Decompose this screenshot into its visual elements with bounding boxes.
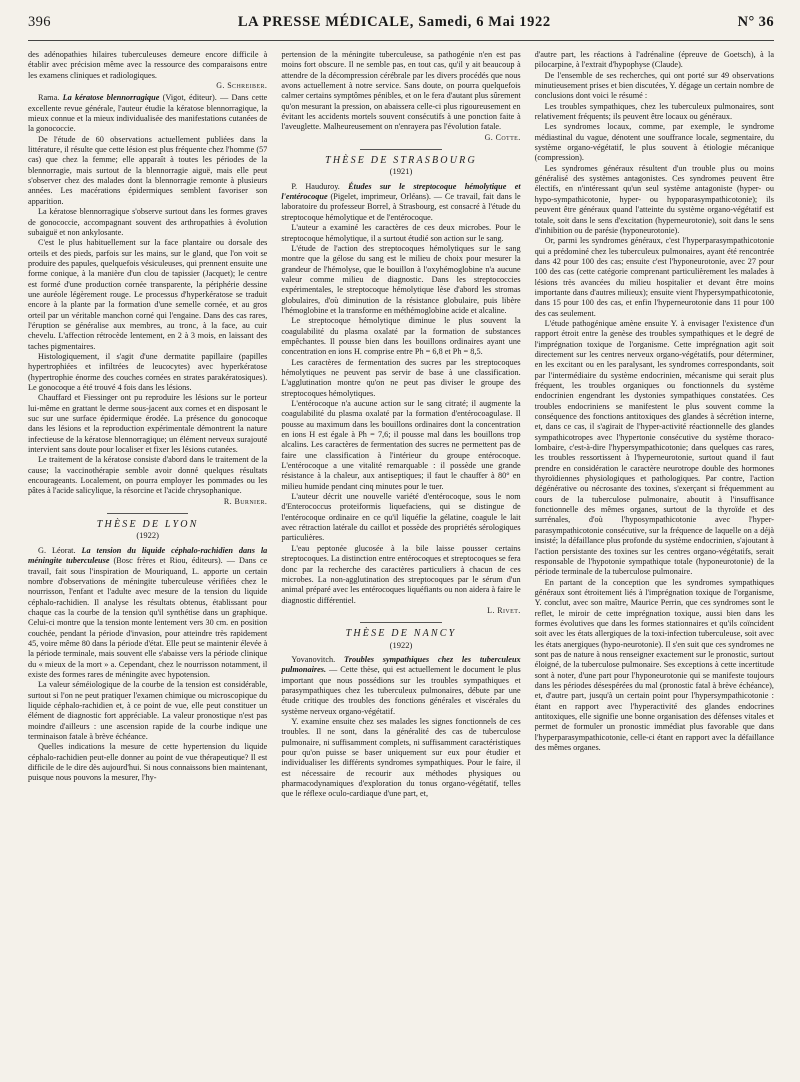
paragraph: De l'ensemble de ses recherches, qui ont porté sur 49 observations minutieusement prises et bien discutées, Y. dégage un certain nombre de conclusions dont voici le résumé : <box>534 70 774 101</box>
entry-text: (Vigot, éditeur). — Dans cette excellente revue générale, l'auteur étudie la kératose blennorragique, la mieux connue et la mieux individualisée des manifestations cutanées de la gonococcie. <box>28 93 268 134</box>
paragraph: d'autre part, les réactions à l'adrénaline (épreuve de Goetsch), à la pilocarpine, à l'extrait d'hypophyse (Claude). <box>534 50 774 70</box>
entry-text: — Cette thèse, qui est actuellement le document le plus important que nous possédions sur les troubles sympathiques et parasympathiques chez les tuberculeux pulmonaires, débute par une étude critique des troubles des fonctions générales et viscérales du système nerveux organo-végétatif. <box>281 665 521 716</box>
author-signature: G. Schreiber. <box>216 81 268 91</box>
section-year: (1922) <box>136 530 159 541</box>
paragraph: L'étude de l'action des streptocoques hémolytiques sur le sang montre que la gélose du sang est le milieu de choix pour mesurer la grandeur de l'hémolyse, que le bouillon à l'oxyhémoglobine n'a aucune valeur comme milieu de diagnostic. Dans les streptococcies expérimentales, le streptocoque hémolytique lèse d'abord les stromas globulaires, d'où diminution de la résistance globulaire, puis libère l'hémoglobine et la transforme en méthémoglobine acide et alcaline. <box>281 243 521 315</box>
paragraph: Les troubles sympathiques, chez les tuberculeux pulmonaires, sont relativement fréquents; ils peuvent être locaux ou généraux. <box>534 101 774 122</box>
paragraph: L'auteur décrit une nouvelle variété d'entérocoque, sous le nom d'Enterococcus proteiformis liquefaciens, qui se distingue de l'entérocoque ordinaire en ce qu'il liquéfie la gélatine, coagule le lait avec rétraction latérale du caillot et possède des propriétés sérologiques particulières. <box>281 492 521 543</box>
entry-author: G. Léorat. <box>38 545 76 555</box>
paragraph: Y. examine ensuite chez ses malades les signes fonctionnels de ces troubles. Il ne sont, dans la généralité des cas de tuberculose pulmonaire, ni suffisamment complets, ni suffisamment caractéristiques pour qu'on puisse se baser uniquement sur eux pour étudier et individualiser les différents syndromes sympathiques. Pour le faire, il est nécessaire de recourir aux méthodes physiques ou pharmacodynamiques d'exploration du tonus organo-végétatif, telles que le réflexe oculo-cardiaque d'une part, et, <box>281 716 521 799</box>
review-entry <box>281 655 520 717</box>
section-title: THÈSE DE LYON <box>96 519 199 531</box>
paragraph: Les syndromes locaux, comme, par exemple, le syndrome médiastinal du vague, dénotent une souffrance locale, segmentaire, du système organo-végétatif, le plus souvent à étiologie mécanique (compression). <box>534 122 774 163</box>
paragraph: Les syndromes généraux résultent d'un trouble plus ou moins généralisé des systèmes antagonistes. Ces syndromes peuvent être électifs, en n'intéressant qu'un seul système antagoniste (hyper- ou hypo-sympathicotonie, hyper- ou hypoparasympathicotonie); ils peuvent être généraux quand l'atteinte du système organo-végétatif est totale, soit dans le sens d'excitation (hyperneurotonie), soit dans le sens d'inhibition ou de parésie (hyponeurotonie). <box>534 163 774 235</box>
paragraph: L'auteur a examiné les caractères de ces deux microbes. Pour le streptocoque hémolytique, il a surtout étudié son action sur le sang. <box>281 223 521 243</box>
paragraph: pertension de la méningite tuberculeuse, sa pathogénie n'en est pas moins fort obscure. Il ne semble pas, en tout cas, qu'il y ait beaucoup à attendre de la décompression cérébrale par les divers procédés que nous avons actuellement à notre service. Sans doute, on pourra quelquefois calmer certains symptômes pénibles, et on le fera d'autant plus sûrement qu'on mesurant la pression, on abaissera celle-ci plus rigoureusement en évitant les accidents mortels souvent consécutifs à une ponction faite à l'aveuglette. Malheureusement on n'enrayera pas l'évolution fatale. <box>281 50 521 132</box>
column-2 <box>281 50 520 1072</box>
column-1 <box>28 50 267 1072</box>
section-year: (1921) <box>389 166 413 177</box>
paragraph: des adénopathies hilaires tuberculeuses demeure encore difficile à établir avec précision même avec la ressource des comparaisons entre les examens cliniques et radiologiques. <box>28 50 268 80</box>
paragraph: Chauffard et Fiessinger ont pu reproduire les lésions sur le porteur lui-même en grattant le derme sous-jacent aux cornes et en disposant le suc sur une surface épidermique érodée. La présence du gonocoque dans les lésions et la reproduction expérimentale démontrent la nature infectieuse de la kératose blennorragique; un élément nerveux surajouté intervient sans doute pour localiser et fixer les lésions cutanées. <box>28 393 268 455</box>
paragraph: Histologiquement, il s'agit d'une dermatite papillaire (papilles hypertrophiées et infiltrées de leucocytes) avec hyperkératose (hypertrophie énorme des couches cornées en strates parakératosiques). Le gonocoque a été trouvé 4 fois dans les lésions. <box>28 351 268 392</box>
entry-author: Rama. <box>38 93 60 103</box>
review-entry <box>28 93 267 134</box>
entry-text: (Bosc frères et Riou, éditeurs). — Dans ce travail, fait sous l'inspiration de Mouriquand, L. apporte un certain nombre d'observations de méningite tuberculeuse vérifiées chez le nourrisson, l'enfant et l'adulte avec mesure de la tension du liquide céphalo-rachidien. Il analyse les résultats obtenus, établissant pour chaque cas la courbe de la tension qu'il synthétise dans un graphique. Celui-ci montre que la tension monte lentement vers 30 cm. en position couchée, pendant la période d'invasion, pour atteindre très rapidement 45, voire même 80 dans la période d'état. Elle peut se maintenir élevée à la période terminale, mais souvent elle s'abaisse vers la période clinique du « mieux de la mort » a. Cependant, chez le nourrisson notamment, il existe des formes rares de méningite avec hypotension. <box>28 556 268 679</box>
entry-author: P. Hauduroy. <box>291 181 340 191</box>
entry-title: Troubles sympathiques chez les tuberculeux pulmonaires. <box>281 654 521 675</box>
entry-title: Études sur le streptocoque hémolytique et l'entérocoque <box>281 181 521 202</box>
page-number: 396 <box>28 14 51 30</box>
column-3 <box>535 50 774 1072</box>
paragraph: La kératose blennorragique s'observe surtout dans les formes graves de gonococcie, accompagnant souvent des arthropathies à évolution subaiguë et non ankylosante. <box>28 207 268 237</box>
paragraph: De l'étude de 60 observations actuellement publiées dans la littérature, il résulte que cette lésion est plus fréquente chez l'homme (57 cas) que chez la femme; elle apparaît à toutes les périodes de la blennorragie, mais surtout de la blennorragie aiguë, mais elle peut s'observer chez des malades dont la blennorragie remonte à plusieurs années. Les macérations épidermiques semblent favoriser son apparition. <box>28 134 268 206</box>
section-divider <box>360 622 441 623</box>
text-columns <box>28 50 774 1072</box>
section-title: THÈSE DE STRASBOURG <box>325 155 477 167</box>
issue-number: N° 36 <box>737 14 774 30</box>
section-year: (1922) <box>389 639 413 650</box>
entry-title: La kératose blennorragique <box>62 93 160 103</box>
journal-title-line: LA PRESSE MÉDICALE, Samedi, 6 Mai 1922 <box>237 14 551 30</box>
paragraph: L'étude pathogénique amène ensuite Y. à envisager l'existence d'un rapport étroit entre la genèse des troubles sympathiques et le degré de l'imprégnation toxique de l'organisme. Cette imprégnation agit soit directement sur les centres nerveux organo-végétatifs, pour déterminer, en les excitant ou en les paralysant, les syndromes correspondants, soit par l'intermédiaire du système endocrinien, mécanisme qui serait plus fréquent, les troubles organiques ou fonctionnels du système endocrinien engendrant les dystonies sympathiques constatées. Ces troubles endocriniens se manifestent le plus souvent comme la conséquence des fonctions antitoxiques des glandes à sécrétion interne, et, dans ce cas, il s'agirait de l'hyper-activité réactionnelle des glandes sympathicotropes avec l'hypertonie consécutive du système thoraco-lombaire, c'est-à-dire l'hypersympathicotonie; dans quelques cas rares, les troubles ressortissent à l'hyperneurotonie, surtout quand il faut prendre en considération le caractère neurotrope double des hormones thyroïdiennes physiologiques et pathologiques. Par contre, l'action dégénérative ou nécrosante des toxines, s'exerçant si fréquemment au cours de la tuberculose pulmonaire, aboutit à l'insuffisance fonctionnelle des mêmes organes, surtout de la thyroïde et des surrénales, d'où l'hyposympathicotonie avec l'hyper-parasympathicotonie consécutive, sur la fréquence de laquelle on a déjà insisté; la défaillance plus profonde du système endocrinien, s'ajoutant à l'action persistante des toxines sur les centres organo-végétatifs, serait responsable de l'hypotonie sympathique totale (hyponeurotonie) de la période terminale de la tuberculose pulmonaire. <box>534 318 774 577</box>
author-signature: G. Cotte. <box>484 132 521 142</box>
paragraph: Le traitement de la kératose consiste d'abord dans le traitement de la cause; la vaccinothérapie semble avoir donné quelques résultats encourageants. Localement, on pourra employer les pommades ou les pâtes à l'acide salicylique, la résorcine et l'acide chrysophanique. <box>28 455 268 496</box>
entry-author: Yovanovitch. <box>291 654 336 664</box>
author-signature: L. Rivet. <box>487 605 521 615</box>
section-divider <box>107 513 188 514</box>
paragraph: Le streptocoque hémolytique diminue le plus souvent la coagulabilité du plasma oxalaté par la formation de substances empêchantes. Il pousse bien dans les bouillons ordinaires ayant une concentration en ions H. comprise entre Ph = 6,8 et Ph = 8,5. <box>281 316 521 357</box>
paragraph: Or, parmi les syndromes généraux, c'est l'hyperparasympathicotonie qui a prédominé chez les tuberculeux pulmonaires, ayant été rencontrée dans 42 pour 100 des cas; ensuite c'est l'hyponeurotonie, avec 27 pour 100 des cas (cette catégorie comprenant particulièrement les malades à lésions très avancées du milieu hospitalier et devant être moins importante dans d'autres milieux); ensuite vient l'hypersympathicotonie, dans 15 pour 100 des cas, et enfin l'hyperneurotonie dans 11 pour 100 des cas seulement. <box>534 236 774 318</box>
paragraph: En partant de la conception que les syndromes sympathiques généraux sont étroitement liés à l'imprégnation toxique de l'organisme, Y. conclut, avec son maître, Maurice Perrin, que ces syndromes sont le reflet, le miroir de cette imprégnation toxique, aussi bien dans les formes évolutives que dans les formes stationnaires et qu'ils coïncident soit avec les états allergiques de la toxi-infection tuberculeuse, soit avec les états anergiques (hypo-neurotonie). Il s'en suit que ces syndromes ne sont pas de nature à nous renseigner exactement sur le pronostic, surtout éloigné, de la tuberculose pulmonaire. Ses exceptions à cette incertitude sont à noter, d'une part pour l'hyponeurotonie qui se manifeste toujours dans les périodes désespérées du mal (pronostic fatal à brève échéance), et, d'autre part, jusqu'à un certain point pour l'hypersympathicotonie : étant en rapport avec l'hyperactivité des glandes endocrines antitoxiques, elle signifie une bonne organisation des défenses vitales et permet de formuler un pronostic immédiat plus favorable que dans l'hyperparasympathicotonie, celle-ci étant en rapport avec la défaillance des mêmes organes. <box>534 577 774 753</box>
paragraph: L'entérocoque n'a aucune action sur le sang citraté; il augmente la coagulabilité du plasma oxalaté par la formation d'entérocoagulase. Il pousse au maximum dans les bouillons ordinaires dont la concentration en ions H est égale à Ph = 7,6; il pousse mal dans les bouillons trop alcalins. Les caractères de fermentation des sucres ne permettent pas de faire une classification à l'intérieur du groupe entérocoque. L'entérocoque a une vitalité remarquable : il possède une grande résistance à la chaleur, aux antiseptiques; il faut le chauffer à 80° en milieu humide pendant cinq minutes pour le tuer. <box>281 399 521 491</box>
paragraph: Quelles indications la mesure de cette hypertension du liquide céphalo-rachidien peut-elle donner au point de vue thérapeutique? Il est difficile de le dire dès aujourd'hui. Si nous connaissons bien maintenant, puisque nous pouvons la mesurer, l'hy- <box>28 742 268 783</box>
page-header <box>28 14 774 41</box>
review-entry <box>28 546 267 680</box>
entry-title: La tension du liquide céphalo-rachidien dans la méningite tuberculeuse <box>28 545 268 566</box>
paragraph: L'eau peptonée glucosée à la bile laisse pousser certains streptocoques. La distinction entre entérocoques et streptocoques se fera donc par la recherche des caractères particuliers à chacun de ces microbes. La non-agglutination des streptocoques par le sérum d'un animal préparé avec les entérocoques liquéfiants ou non aidera à faire le diagnostic différentiel. <box>281 543 521 605</box>
paragraph: La valeur séméiologique de la courbe de la tension est considérable, surtout si l'on ne peut pratiquer l'examen chimique ou microscopique du liquide céphalo-rachidien et, à ce point de vue, elle peut constituer un élément de diagnostic fort appréciable. La valeur pronostique n'est pas moindre d'ailleurs : une ascension rapide de la courbe indique une terminaison fatale à brève échéance. <box>28 680 268 741</box>
entry-text: (Pigelet, imprimeur, Orléans). — Ce travail, fait dans le laboratoire du professeur Borrel, à Strasbourg, est consacré à l'étude du streptocoque hémolytique et de l'entérocoque. <box>281 192 521 222</box>
section-divider <box>360 149 441 150</box>
paragraph: Les caractères de fermentation des sucres par les streptocoques hémolytiques ne peuvent pas servir de base à une classification. L'agglutination montre qu'on ne peut pas diviser le groupe des streptocoques hémolytiques. <box>281 357 521 398</box>
author-signature: R. Burnier. <box>223 496 268 506</box>
paragraph: C'est le plus habituellement sur la face plantaire ou dorsale des orteils et des pieds, parfois sur les mains, sur le gland, que l'on voit se produire des papules, quelquefois vésiculeuses, qui prennent ensuite une forme conique, à la manière d'un clou de tapissier (Jacquet); le centre est formé d'une production cornée transparente, la périphérie dessine une auréole légèrement rouge. Le processus d'hyperkératose se traduit encore à la plante par la formation d'une semelle cornée, et au gros orteil par un véritable manchon corné qui l'engaine. Dans des cas rares, l'éruption se généralise aux membres, au tronc, à la face, au cuir chevelu. L'affection rétrocède lentement, en 2 à 3 mois, en laissant des taches pigmentaires. <box>28 238 268 351</box>
section-title: THÈSE DE NANCY <box>345 628 457 640</box>
review-entry <box>281 182 520 223</box>
